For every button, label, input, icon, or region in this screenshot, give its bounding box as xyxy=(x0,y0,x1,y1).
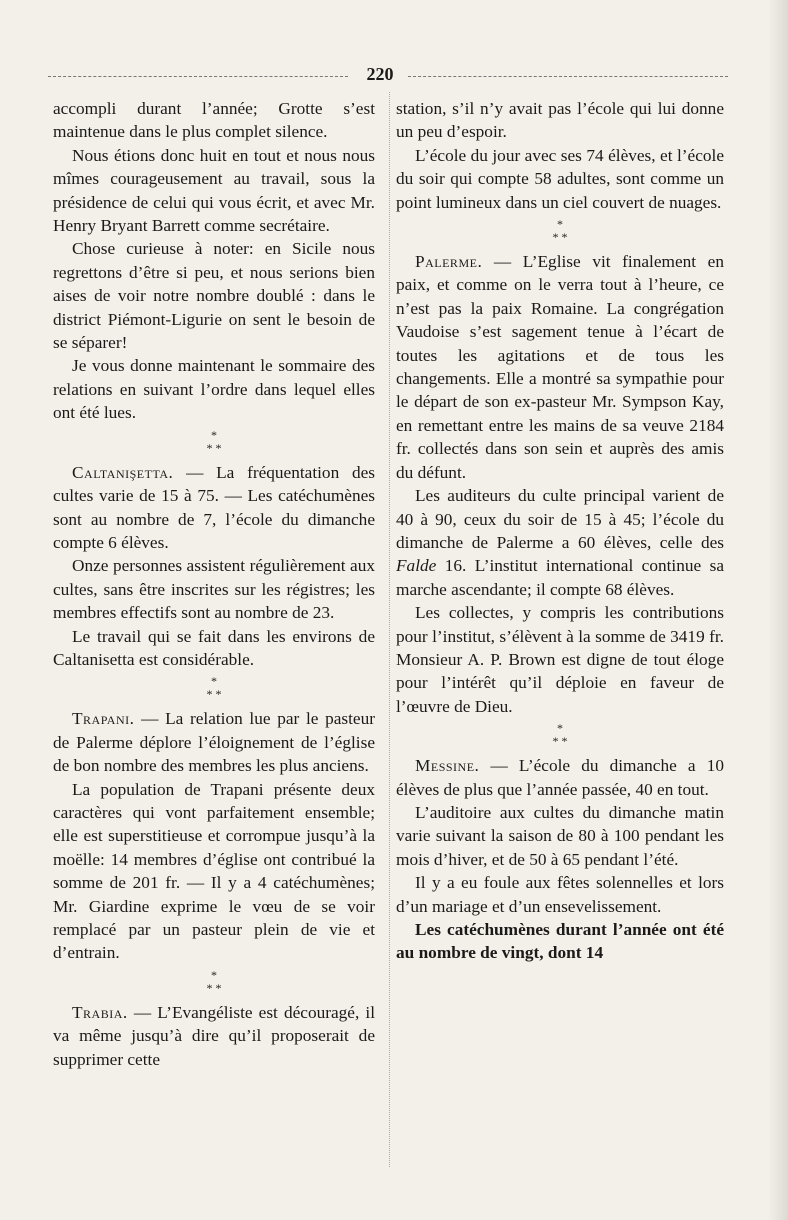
paragraph: La population de Trapani présente deux caractères qui vont parfaitement ensemble; elle est superstitieuse et corrompue jusqu’à la moëlle: 14 membres d’église ont contribué la somme de 201 fr. — Il y a 4 catéchumènes; Mr. Giardine exprime le vœu de se voir remplacé par un pasteur plein de vie et d’entrain. xyxy=(53,779,375,963)
column-divider xyxy=(389,92,390,1167)
section-trapani xyxy=(53,707,375,777)
section-text: — La relation lue par le pasteur de Palerme déplore l’éloignement de l’église de bon nombre des membres les plus anciens. xyxy=(53,709,375,776)
text-run: 16. L’institut international continue sa marche ascendante; il compte 68 élèves. xyxy=(396,556,724,599)
section-text: — L’Evangéliste est découragé, il va même jusqu’à dire qu’il proposerait de supprimer cette xyxy=(53,1002,375,1069)
paragraph: Chose curieuse à noter: en Sicile nous regrettons d’être si peu, et nous serions bien aises de voir notre nombre doublé : dans le district Piémont-Ligurie on sent le besoin de se séparer! xyxy=(53,239,375,353)
section-text: — L’école du dimanche a 10 élèves de plus que l’année passée, 40 en tout. xyxy=(396,756,724,799)
paragraph xyxy=(396,484,724,601)
section-heading: Palerme. xyxy=(415,252,483,272)
section-heading: Caltanişetta. xyxy=(72,462,174,482)
section-palerme xyxy=(396,250,724,484)
right-column xyxy=(396,97,724,965)
paragraph: Onze personnes assistent régulièrement aux cultes, sans être inscrites sur les régistres; les membres effectifs sont au nombre de 23. xyxy=(53,556,375,623)
section-trabia xyxy=(53,1001,375,1071)
section-heading: Trapani. xyxy=(72,709,135,729)
paragraph: accompli durant l’année; Grotte s’est maintenue dans le plus complet silence. xyxy=(53,99,375,142)
section-text: — L’Eglise vit finalement en paix, et comme on le verra tout à l’heure, ce n’est pas la paix Romaine. La congrégation Vaudoise s’est sagement tenue à l’écart de toutes les agitations et de tous les changements. Elle a montré sa sympathie pour le départ de son ex-pasteur Mr. Sympson Kay, en remettant entre les mains de sa veuve 2184 fr. collectés dans son sein et auprès des amis du défunt. xyxy=(396,252,724,482)
section-separator: * * * xyxy=(552,721,568,749)
header-rule-right xyxy=(408,76,728,77)
paragraph: Les collectes, y compris les contributions pour l’institut, s’élèvent à la somme de 3419 fr. Monsieur A. P. Brown est digne de tout éloge pour l’intérêt qu’il déploie en faveur de l’œuvre de Dieu. xyxy=(396,603,724,716)
section-separator: * * * xyxy=(206,674,222,702)
section-messine xyxy=(396,754,724,801)
paragraph: Le travail qui se fait dans les environs de Caltanisetta est considérable. xyxy=(53,626,375,669)
page-number: 220 xyxy=(366,64,394,84)
text-run: Les auditeurs du culte principal varient de 40 à 90, ceux du soir de 15 à 45; l’école du dimanche de Palerme a 60 élèves, celle des xyxy=(396,486,724,552)
left-column xyxy=(53,97,375,1071)
header-rule-left xyxy=(48,76,348,77)
paragraph: Il y a eu foule aux fêtes solennelles et lors d’un mariage et d’un ensevelissement. xyxy=(396,873,724,916)
section-heading: Trabia. xyxy=(72,1002,128,1022)
paragraph: station, s’il n’y avait pas l’école qui lui donne un peu d’espoir. xyxy=(396,99,724,142)
section-heading: Messine. xyxy=(415,756,480,776)
section-text: — La fréquentation des cultes varie de 15 à 75. — Les catéchumènes sont au nombre de 7, l’école du dimanche compte 6 élèves. xyxy=(53,462,375,552)
section-separator: * * * xyxy=(206,427,222,455)
page-edge-shadow xyxy=(768,0,788,1220)
section-separator: * * * xyxy=(552,217,568,245)
paragraph: L’auditoire aux cultes du dimanche matin varie suivant la saison de 80 à 100 pendant les mois d’hiver, et de 50 à 65 pendant l’été. xyxy=(396,802,724,869)
italic-text: Falde xyxy=(396,556,437,576)
paragraph: L’école du jour avec ses 74 élèves, et l’école du soir qui compte 58 adultes, sont comme un point lumineux dans un ciel couvert de nuages. xyxy=(396,145,724,212)
paragraph: Les catéchumènes durant l’année ont été au nombre de vingt, dont 14 xyxy=(396,920,724,963)
paragraph: Je vous donne maintenant le sommaire des relations en suivant l’ordre dans lequel elles ont été lues. xyxy=(53,356,375,423)
section-separator: * * * xyxy=(206,967,222,995)
page-header xyxy=(48,64,728,86)
paragraph: Nous étions donc huit en tout et nous nous mîmes courageusement au travail, sous la présidence de celui qui vous écrit, et avec Mr. Henry Bryant Barrett comme secrétaire. xyxy=(53,145,375,236)
section-caltanisetta xyxy=(53,461,375,555)
